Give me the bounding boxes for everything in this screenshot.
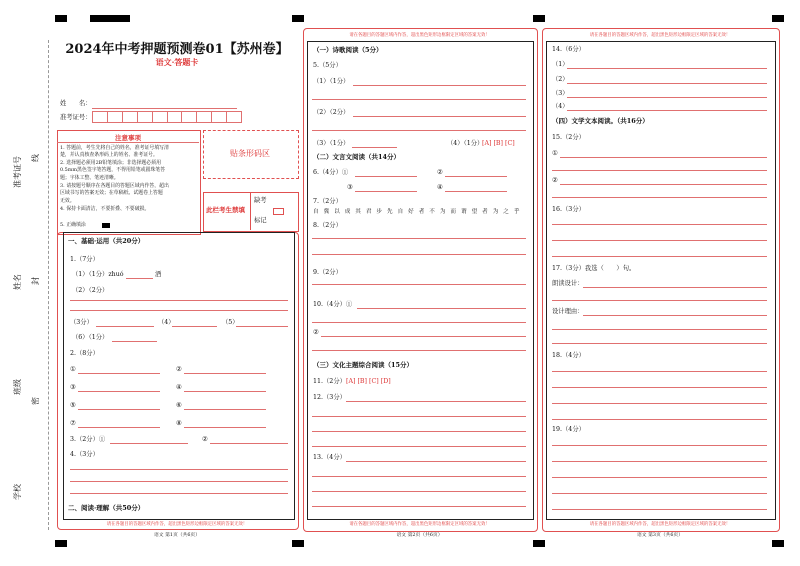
q5-1-label: （1）（1分） — [313, 78, 350, 85]
q5-1-line-2[interactable] — [312, 99, 526, 100]
q1-4-label: （4） — [158, 319, 175, 326]
q6-label-3: ③ — [347, 184, 353, 191]
absent-checkbox[interactable] — [273, 208, 284, 215]
q19-line-2[interactable] — [552, 461, 767, 462]
q14-2-label: （2） — [552, 76, 569, 83]
page-title: 2024年中考押题预测卷01【苏州卷】 — [65, 42, 289, 57]
q13-line-2[interactable] — [312, 476, 526, 477]
notice-line-9: 4. 保持卡面清洁，不要折叠、不要破损。 — [60, 206, 150, 212]
q14-3-label: （3） — [552, 90, 569, 97]
q15-2-label: ② — [552, 177, 558, 184]
q15-2-line-1[interactable] — [560, 184, 767, 185]
q18-line-3[interactable] — [552, 403, 767, 404]
q18-line-2[interactable] — [552, 387, 767, 388]
registration-mark — [90, 15, 130, 22]
q11-options[interactable]: [A] [B] [C] [D] — [346, 378, 391, 385]
warning-text-2: 请在各题目的答题区域内作答，超出黑色矩形边框限定区域的答案无效！ — [349, 522, 490, 527]
q17-reason-label: 设计理由： — [552, 308, 584, 315]
q1-1-suffix: 酒 — [155, 271, 162, 278]
q2-c1: ① — [70, 366, 76, 373]
warning-top-2: 请在各题目的答题区域内作答，超出黑色矩形边框限定区域的答案无效！ — [349, 33, 490, 38]
q18-label: 18.（4分） — [552, 352, 585, 359]
name-label: 姓 名： — [60, 100, 92, 107]
q2-c3: ③ — [70, 384, 76, 391]
q9-line-1[interactable] — [312, 284, 526, 285]
q10-line-1[interactable] — [357, 308, 526, 309]
notice-line-7: 区域书写的答案无效；在草稿纸、试题卷上答题 — [60, 190, 163, 196]
q7-label: 7.（2分） — [313, 198, 342, 205]
q2-c3-field[interactable] — [78, 391, 160, 392]
q19-line-1[interactable] — [552, 445, 767, 446]
absent-mark-2: 标记 — [254, 217, 267, 224]
q2-c8-field[interactable] — [184, 427, 266, 428]
footer-3: 语文 第3页（共6页） — [636, 533, 683, 538]
q1-5-label: （5） — [222, 319, 239, 326]
binding-line — [48, 40, 49, 530]
notice-line-8: 无效。 — [60, 198, 75, 204]
q5-2-line-2[interactable] — [312, 130, 526, 131]
q18-line-4[interactable] — [552, 419, 767, 420]
q1-3-label: （3分） — [70, 319, 93, 326]
footer-1: 语文 第1页（共6页） — [153, 533, 200, 538]
registration-mark — [55, 540, 67, 547]
q10-label-2: ② — [313, 329, 319, 336]
q14-1-line[interactable] — [567, 68, 767, 69]
q13-line-3[interactable] — [312, 491, 526, 492]
q14-4-line[interactable] — [567, 110, 767, 111]
q2-c2: ② — [176, 366, 182, 373]
q12-line-3[interactable] — [312, 431, 526, 432]
q1-3-field[interactable] — [96, 326, 154, 327]
side-name-label: 姓名 — [13, 274, 22, 290]
q18-line-1[interactable] — [552, 371, 767, 372]
q16-line-1[interactable] — [552, 224, 767, 225]
q13-label: 13.（4分） — [313, 454, 346, 461]
q11-label: 11.（2分） — [313, 378, 346, 385]
barcode-label: 贴条形码区 — [230, 149, 270, 158]
q10-line-2[interactable] — [312, 322, 526, 323]
q2-c8: ⑧ — [176, 420, 182, 427]
q1-1-label: （1）（1分）zhuó — [72, 271, 124, 278]
notice-line-4: 0.5mm黑色签字笔答题，不得用铅笔或圆珠笔答 — [60, 167, 166, 173]
registration-mark — [533, 15, 545, 22]
side-xian-label: 线 — [31, 154, 40, 162]
q6-field-1[interactable] — [355, 176, 417, 177]
registration-mark — [772, 15, 784, 22]
q4-line-3[interactable] — [70, 493, 288, 494]
q16-label: 16.（3分） — [552, 206, 585, 213]
q2-c7: ⑦ — [70, 420, 76, 427]
footer-2: 语文 第2页（共6页） — [396, 533, 443, 538]
notice-line-1: 1. 答题前，考生先将自己的姓名，准考证号填写清 — [60, 145, 169, 151]
q6-label-4: ④ — [437, 184, 443, 191]
q19-line-3[interactable] — [552, 477, 767, 478]
q5-3-label: （3）（1分） — [313, 140, 350, 147]
q17-reason-line-1[interactable] — [583, 315, 767, 316]
q19-line-4[interactable] — [552, 493, 767, 494]
q16-line-3[interactable] — [552, 256, 767, 257]
q1-6-label: （6）（1分） — [72, 334, 109, 341]
q8-line-1[interactable] — [312, 238, 526, 239]
q6-label-2: ② — [437, 169, 443, 176]
q1-2-label: （2）（2分） — [72, 287, 109, 294]
q14-4-label: （4） — [552, 103, 569, 110]
q1-1-field[interactable] — [126, 278, 153, 279]
q10-line-3[interactable] — [321, 336, 526, 337]
side-class-label: 班级 — [13, 379, 22, 395]
id-boxes[interactable] — [92, 111, 242, 123]
section-reading-title: 二、阅读·理解（共50分） — [68, 504, 145, 512]
registration-mark — [55, 15, 67, 22]
q17-read-label: 朗读设计： — [552, 280, 584, 287]
id-label: 准考证号： — [60, 114, 92, 121]
q10-label: 10.（4分）① — [313, 301, 353, 308]
q2-label: 2.（8分） — [70, 350, 99, 357]
q3-label: 3.（2分）① — [70, 436, 106, 443]
q1-label: 1.（7分） — [70, 256, 99, 263]
q5-label: 5.（5分） — [313, 62, 342, 69]
q19-line-5[interactable] — [552, 509, 767, 510]
q5-4-label: （4）（1分） — [447, 140, 484, 147]
q14-label: 14.（6分） — [552, 46, 585, 53]
filled-sample — [102, 223, 110, 228]
registration-mark — [533, 540, 545, 547]
q9-label: 9.（2分） — [313, 269, 342, 276]
q10-line-4[interactable] — [312, 350, 526, 351]
q17-read-line-2[interactable] — [552, 300, 767, 301]
q4-line-1[interactable] — [70, 469, 288, 470]
q2-c4-field[interactable] — [184, 391, 266, 392]
q6-label: 6.（4分）① — [313, 169, 349, 176]
notice-line-5: 题；字体工整、笔迹清晰。 — [60, 175, 119, 181]
warning-text-3: 请在各题目的答题区域内作答，超出黑色矩形边框限定区域的答案无效！ — [589, 522, 731, 527]
side-mi-label: 密 — [31, 397, 40, 405]
q2-c5-field[interactable] — [78, 409, 160, 410]
q4-label: 4.（3分） — [70, 451, 99, 458]
registration-mark — [772, 540, 784, 547]
q4-line-2[interactable] — [70, 481, 288, 482]
section-basic-title: 一、基础·运用（共20分） — [68, 237, 145, 245]
q6-field-3[interactable] — [355, 191, 417, 192]
registration-mark — [292, 540, 304, 547]
q12-line-1[interactable] — [346, 401, 526, 402]
q16-line-2[interactable] — [552, 240, 767, 241]
q13-line-1[interactable] — [346, 461, 526, 462]
notice-line-10: 5. 正确填涂 — [60, 222, 86, 228]
q5-2-label: （2）（2分） — [313, 109, 350, 116]
q1-5-field[interactable] — [236, 326, 288, 327]
q17-reason-line-2[interactable] — [552, 329, 767, 330]
q19-label: 19.（4分） — [552, 426, 585, 433]
side-feng-label: 封 — [31, 277, 40, 285]
q2-c6-field[interactable] — [184, 409, 266, 410]
section-culture-title: （三）文化主题综合阅读（15分） — [313, 361, 414, 369]
q17-read-line-1[interactable] — [583, 287, 767, 288]
q1-2-line-2[interactable] — [70, 310, 288, 311]
side-id-label: 准考证号 — [13, 156, 22, 188]
q2-c1-field[interactable] — [78, 373, 160, 374]
section-literature-title: （四）文学文本阅读。（共16分） — [552, 117, 649, 125]
q15-1-line-2[interactable] — [552, 170, 767, 171]
side-school-label: 学校 — [13, 484, 22, 500]
q5-1-line-1[interactable] — [353, 85, 526, 86]
q15-1-label: ① — [552, 150, 558, 157]
q17-label: 17.（3分）我选（ ）句。 — [552, 265, 636, 272]
q1-4-field[interactable] — [172, 326, 217, 327]
q5-4-options[interactable]: [A] [B] [C] — [482, 140, 515, 147]
q5-3-field[interactable] — [352, 147, 397, 148]
page-subtitle: 语文·答题卡 — [155, 57, 199, 67]
absent-divider — [250, 192, 251, 230]
q8-label: 8.（2分） — [313, 222, 342, 229]
q1-2-line-1[interactable] — [70, 300, 288, 301]
q6-field-4[interactable] — [445, 191, 507, 192]
q14-1-label: （1） — [552, 61, 569, 68]
q8-line-2[interactable] — [312, 254, 526, 255]
notice-title: 注意事项 — [115, 134, 141, 142]
absent-label: 此栏考生禁填 — [206, 206, 245, 214]
q15-1-line-1[interactable] — [560, 157, 767, 158]
q5-2-line-1[interactable] — [353, 116, 526, 117]
registration-mark — [292, 15, 304, 22]
name-field[interactable] — [92, 108, 237, 109]
q2-c6: ⑥ — [176, 402, 182, 409]
q12-line-2[interactable] — [312, 416, 526, 417]
q14-3-line[interactable] — [567, 97, 767, 98]
q7-sentence: 自 冀 以 成 其 君 步 先 自 好 者 不 为 而 谓 望 者 为 之 乎 — [313, 209, 522, 215]
q12-line-4[interactable] — [312, 446, 526, 447]
section-poem-title: （一）诗歌阅读（5分） — [313, 46, 383, 54]
q15-label: 15.（2分） — [552, 134, 585, 141]
q3-field-2[interactable] — [210, 443, 288, 444]
q17-reason-line-3[interactable] — [552, 343, 767, 344]
q14-2-line[interactable] — [567, 83, 767, 84]
section-classical-title: （二）文言文阅读（共14分） — [313, 153, 401, 161]
warning-text-1: 请在各题目的答题区域内作答，超出黑色矩形边框限定区域的答案无效！ — [106, 522, 248, 527]
notice-line-2: 楚，并认真核查条形码上的姓名、准考证号。 — [60, 152, 158, 158]
notice-line-3: 2. 选择题必须用2B铅笔填涂；非选择题必须用 — [60, 160, 161, 166]
q2-c2-field[interactable] — [184, 373, 266, 374]
q12-label: 12.（3分） — [313, 394, 346, 401]
q3-label-2: ② — [202, 436, 208, 443]
q15-2-line-2[interactable] — [552, 197, 767, 198]
q3-field-1[interactable] — [110, 443, 188, 444]
q1-6-field[interactable] — [112, 341, 157, 342]
warning-top-3: 请在各题目的答题区域内作答，超出黑色矩形边框限定区域的答案无效！ — [589, 33, 731, 38]
q2-c4: ④ — [176, 384, 182, 391]
q2-c5: ⑤ — [70, 402, 76, 409]
notice-line-6: 3. 请按题号顺序在各题目的答题区域内作答，超出 — [60, 183, 169, 189]
q13-line-4[interactable] — [312, 506, 526, 507]
absent-mark-1: 缺考 — [254, 197, 267, 204]
q6-field-2[interactable] — [445, 176, 507, 177]
q2-c7-field[interactable] — [78, 427, 160, 428]
notice-divider — [57, 142, 199, 143]
